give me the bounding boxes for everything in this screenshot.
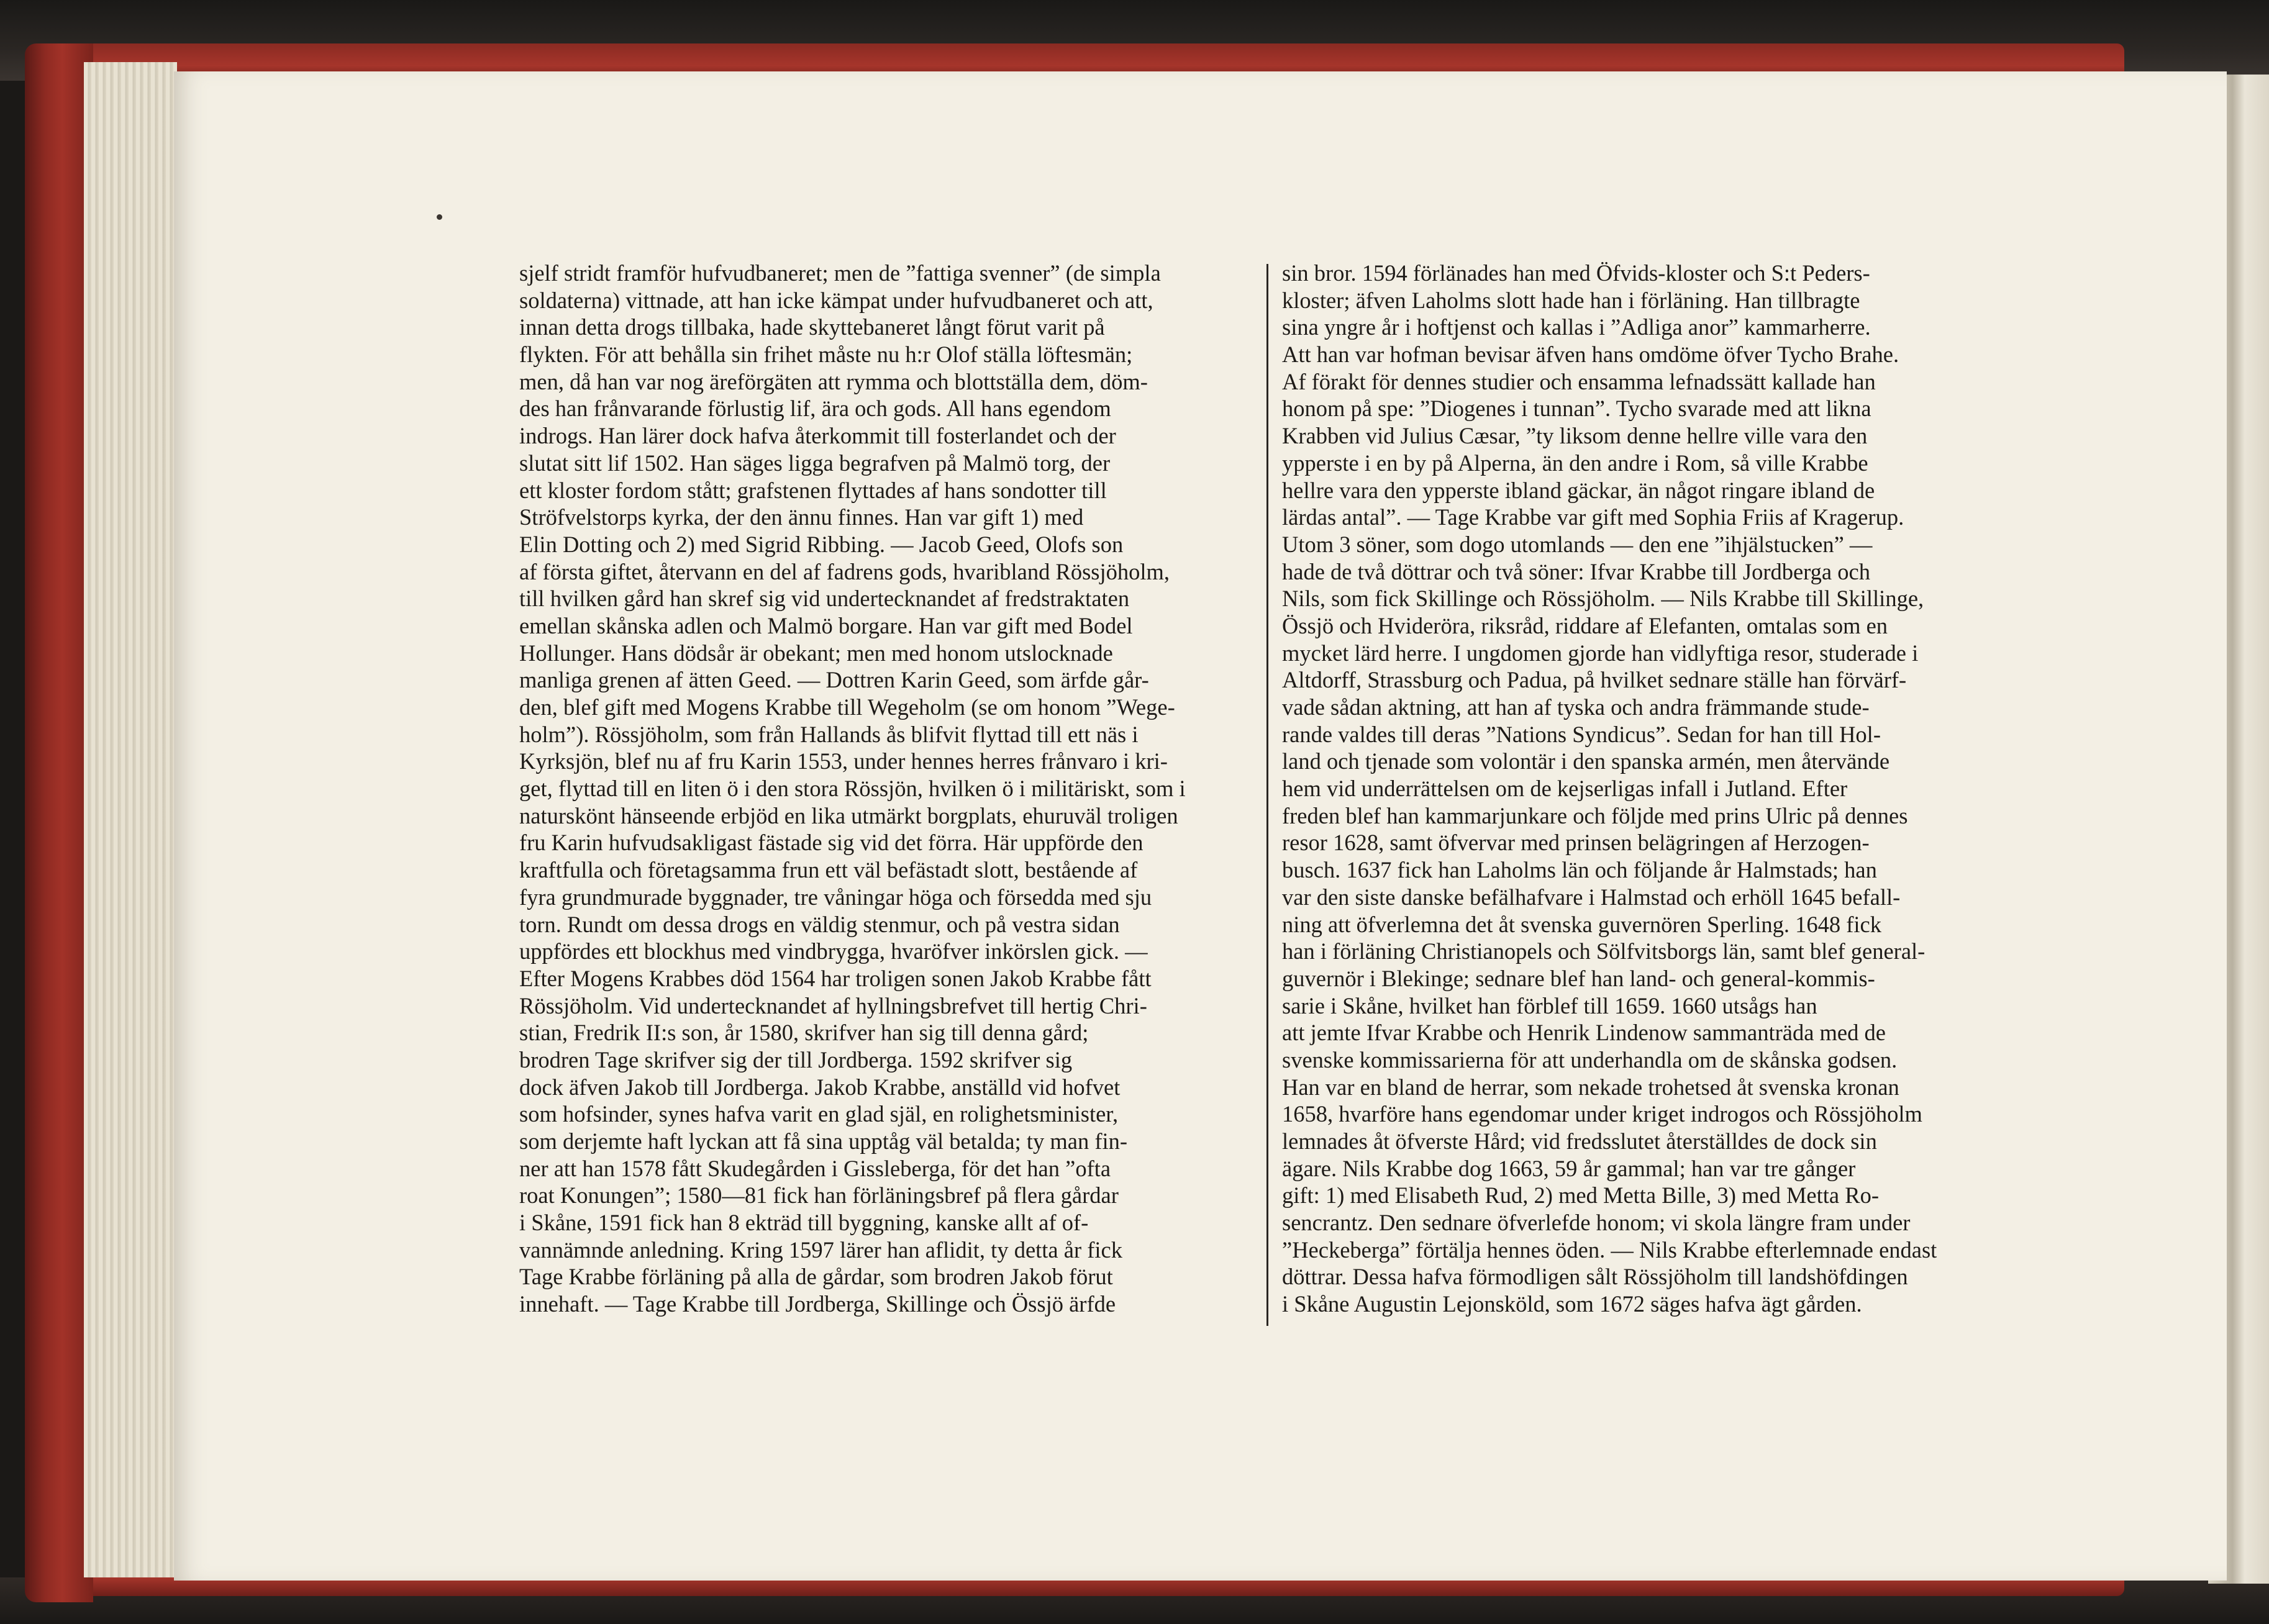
text-line: kloster; äfven Laholms slott hade han i förläning. Han tillbragte [1282, 287, 1860, 313]
text-line: lemnades åt öfverste Hård; vid fredsslutet återställdes de dock sin [1282, 1128, 1877, 1154]
text-line: innehaft. — Tage Krabbe till Jordberga, Skillinge och Össjö ärfde [519, 1291, 1116, 1317]
text-line: mycket lärd herre. I ungdomen gjorde han vidlyftiga resor, studerade i [1282, 640, 1919, 666]
text-line: i Skåne Augustin Lejonsköld, som 1672 säges hafva ägt gården. [1282, 1291, 1862, 1317]
column-divider-rule [1266, 264, 1268, 1326]
text-line: indrogs. Han lärer dock hafva återkommit till fosterlandet och der [519, 423, 1116, 449]
page-stack-edges [84, 62, 177, 1577]
text-line: ägare. Nils Krabbe dog 1663, 59 år gammal; han var tre gånger [1282, 1155, 1856, 1181]
text-line: Han var en bland de herrar, som nekade trohetsed åt svenska kronan [1282, 1074, 1899, 1100]
text-line: naturskönt hänseende erbjöd en lika utmärkt borgplats, ehuruväl troligen [519, 802, 1178, 828]
text-line: innan detta drogs tillbaka, hade skyttebaneret långt förut varit på [519, 314, 1105, 340]
text-line: torn. Rundt om dessa drogs en väldig stenmur, och på vestra sidan [519, 911, 1120, 937]
text-line: döttrar. Dessa hafva förmodligen sålt Rössjöholm till landshöfdingen [1282, 1264, 1908, 1290]
text-line: ning att öfverlemna det åt svenska guvernören Sperling. 1648 fick [1282, 911, 1881, 937]
text-line: land och tjenade som volontär i den spanska armén, men återvände [1282, 748, 1890, 774]
text-line: Att han var hofman bevisar äfven hans omdöme öfver Tycho Brahe. [1282, 342, 1899, 368]
text-line: Elin Dotting och 2) med Sigrid Ribbing. — Jacob Geed, Olofs son [519, 531, 1124, 557]
text-line: men, då han var nog äreförgäten att rymma och blottställa dem, döm- [519, 368, 1148, 394]
text-line: Af förakt för dennes studier och ensamma lefnadssätt kallade han [1282, 368, 1876, 394]
text-line: holm”). Rössjöholm, som från Hallands ås blifvit flyttad till ett näs i [519, 721, 1139, 747]
text-line: Efter Mogens Krabbes död 1564 har troligen sonen Jakob Krabbe fått [519, 965, 1152, 991]
book-cover-left-edge [25, 43, 93, 1602]
text-line: sjelf stridt framför hufvudbaneret; men de ”fattiga svenner” (de simpla [519, 260, 1161, 286]
text-line: Nils, som fick Skillinge och Rössjöholm. — Nils Krabbe till Skillinge, [1282, 586, 1924, 612]
text-line: sin bror. 1594 förlänades han med Öfvids-kloster och S:t Peders- [1282, 260, 1870, 286]
text-line: kraftfulla och företagsamma frun ett väl befästadt slott, bestående af [519, 857, 1138, 883]
text-line: gift: 1) med Elisabeth Rud, 2) med Metta Bille, 3) med Metta Ro- [1282, 1182, 1879, 1209]
right-text-column [1282, 260, 2011, 1318]
text-line: emellan skånska adlen och Malmö borgare. Han var gift med Bodel [519, 612, 1133, 638]
text-line: att jemte Ifvar Krabbe och Henrik Lindenow sammanträda med de [1282, 1020, 1886, 1046]
text-line: roat Konungen”; 1580—81 fick han förläningsbref på flera gårdar [519, 1182, 1119, 1209]
text-line: Ströfvelstorps kyrka, der den ännu finnes. Han var gift 1) med [519, 504, 1084, 530]
text-line: vannämnde anledning. Kring 1597 lärer han aflidit, ty detta år fick [519, 1236, 1122, 1263]
text-line: i Skåne, 1591 fick han 8 ekträd till byggning, kanske allt af of- [519, 1210, 1089, 1236]
text-line: hem vid underrättelsen om de kejserligas infall i Jutland. Efter [1282, 776, 1848, 802]
text-line: den, blef gift med Mogens Krabbe till Wegeholm (se om honom ”Wege- [519, 694, 1175, 720]
text-line: till hvilken gård han skref sig vid undertecknandet af fredstraktaten [519, 586, 1130, 612]
text-line: lärdas antal”. — Tage Krabbe var gift med Sophia Friis af Kragerup. [1282, 504, 1904, 530]
text-line: guvernör i Blekinge; sednare blef han land- och general-kommis- [1282, 965, 1875, 991]
text-line: fyra grundmurade byggnader, tre våningar höga och försedda med sju [519, 884, 1152, 910]
text-line: vade sådan aktning, att han af tyska och andra främmande stude- [1282, 694, 1870, 720]
text-line: Össjö och Hvideröra, riksråd, riddare af Elefanten, omtalas som en [1282, 612, 1888, 638]
text-line: flykten. För att behålla sin frihet måste nu h:r Olof ställa löftesmän; [519, 342, 1133, 368]
text-line: manliga grenen af ätten Geed. — Dottren Karin Geed, som ärfde går- [519, 667, 1149, 693]
text-line: dock äfven Jakob till Jordberga. Jakob Krabbe, anställd vid hofvet [519, 1074, 1121, 1100]
text-line: honom på spe: ”Diogenes i tunnan”. Tycho svarade med att likna [1282, 396, 1871, 422]
text-line: hade de två döttrar och två söner: Ifvar Krabbe till Jordberga och [1282, 558, 1870, 584]
text-line: brodren Tage skrifver sig der till Jordberga. 1592 skrifver sig [519, 1046, 1073, 1073]
text-line: ett kloster fordom stått; grafstenen flyttades af hans sondotter till [519, 477, 1107, 503]
ink-dot [437, 214, 442, 220]
text-line: Altdorff, Strassburg och Padua, på hvilket sednare ställe han förvärf- [1282, 667, 1907, 693]
text-line: Krabben vid Julius Cæsar, ”ty liksom denne hellre ville vara den [1282, 423, 1868, 449]
text-line: som hofsinder, synes hafva varit en glad själ, en rolighetsminister, [519, 1101, 1119, 1127]
text-line: var den siste danske befälhafvare i Halmstad och erhöll 1645 befall- [1282, 884, 1901, 910]
text-line: Utom 3 söner, som dogo utomlands — den ene ”ihjälstucken” — [1282, 531, 1873, 557]
text-line: ”Heckeberga” förtälja hennes öden. — Nils Krabbe efterlemnade endast [1282, 1236, 1937, 1263]
text-line: ypperste i en by på Alperna, än den andre i Rom, så ville Krabbe [1282, 450, 1868, 476]
text-line: sarie i Skåne, hvilket han förblef till 1659. 1660 utsågs han [1282, 992, 1817, 1018]
text-line: uppfördes ett blockhus med vindbrygga, hvaröfver inkörslen gick. — [519, 938, 1148, 964]
text-line: sencrantz. Den sednare öfverlefde honom; vi skola längre fram under [1282, 1210, 1911, 1236]
text-line: get, flyttad till en liten ö i den stora Rössjön, hvilken ö i militäriskt, som i [519, 776, 1186, 802]
text-line: som derjemte haft lyckan att få sina upptåg väl betalda; ty man fin- [519, 1128, 1128, 1154]
text-line: slutat sitt lif 1502. Han säges ligga begrafven på Malmö torg, der [519, 450, 1111, 476]
text-line: Kyrksjön, blef nu af fru Karin 1553, under hennes herres frånvaro i kri- [519, 748, 1168, 774]
text-line: Hollunger. Hans dödsår är obekant; men med honom utslocknade [519, 640, 1113, 666]
text-line: sina yngre år i hoftjenst och kallas i ”Adliga anor” kammarherre. [1282, 314, 1871, 340]
text-line: hellre vara den ypperste ibland gäckar, än något ringare ibland de [1282, 477, 1875, 503]
text-line: stian, Fredrik II:s son, år 1580, skrifver han sig till denna gård; [519, 1020, 1089, 1046]
text-line: freden blef han kammarjunkare och följde med prins Ulric på dennes [1282, 802, 1908, 828]
text-line: busch. 1637 fick han Laholms län och följande år Halmstads; han [1282, 857, 1877, 883]
text-line: han i förläning Christianopels och Sölfvitsborgs län, samt blef general- [1282, 938, 1926, 964]
text-line: af första giftet, återvann en del af fadrens gods, hvaribland Rössjöholm, [519, 558, 1170, 584]
text-line: Tage Krabbe förläning på alla de gårdar, som brodren Jakob förut [519, 1264, 1113, 1290]
text-line: svenske kommissarierna för att underhandla om de skånska godsen. [1282, 1046, 1898, 1073]
text-line: soldaterna) vittnade, att han icke kämpat under hufvudbaneret och att, [519, 287, 1153, 313]
left-text-column [519, 260, 1255, 1318]
text-line: resor 1628, samt öfvervar med prinsen belägringen af Herzogen- [1282, 830, 1870, 856]
text-line: Rössjöholm. Vid undertecknandet af hyllningsbrefvet till hertig Chri- [519, 992, 1147, 1018]
text-line: ner att han 1578 fått Skudegården i Gissleberga, för det han ”ofta [519, 1155, 1111, 1181]
text-line: fru Karin hufvudsakligast fästade sig vid det förra. Här uppförde den [519, 830, 1144, 856]
text-line: 1658, hvarföre hans egendomar under kriget indrogos och Rössjöholm [1282, 1101, 1922, 1127]
text-line: des han frånvarande förlustig lif, ära och gods. All hans egendom [519, 396, 1111, 422]
text-line: rande valdes till deras ”Nations Syndicus”. Sedan for han till Hol- [1282, 721, 1881, 747]
